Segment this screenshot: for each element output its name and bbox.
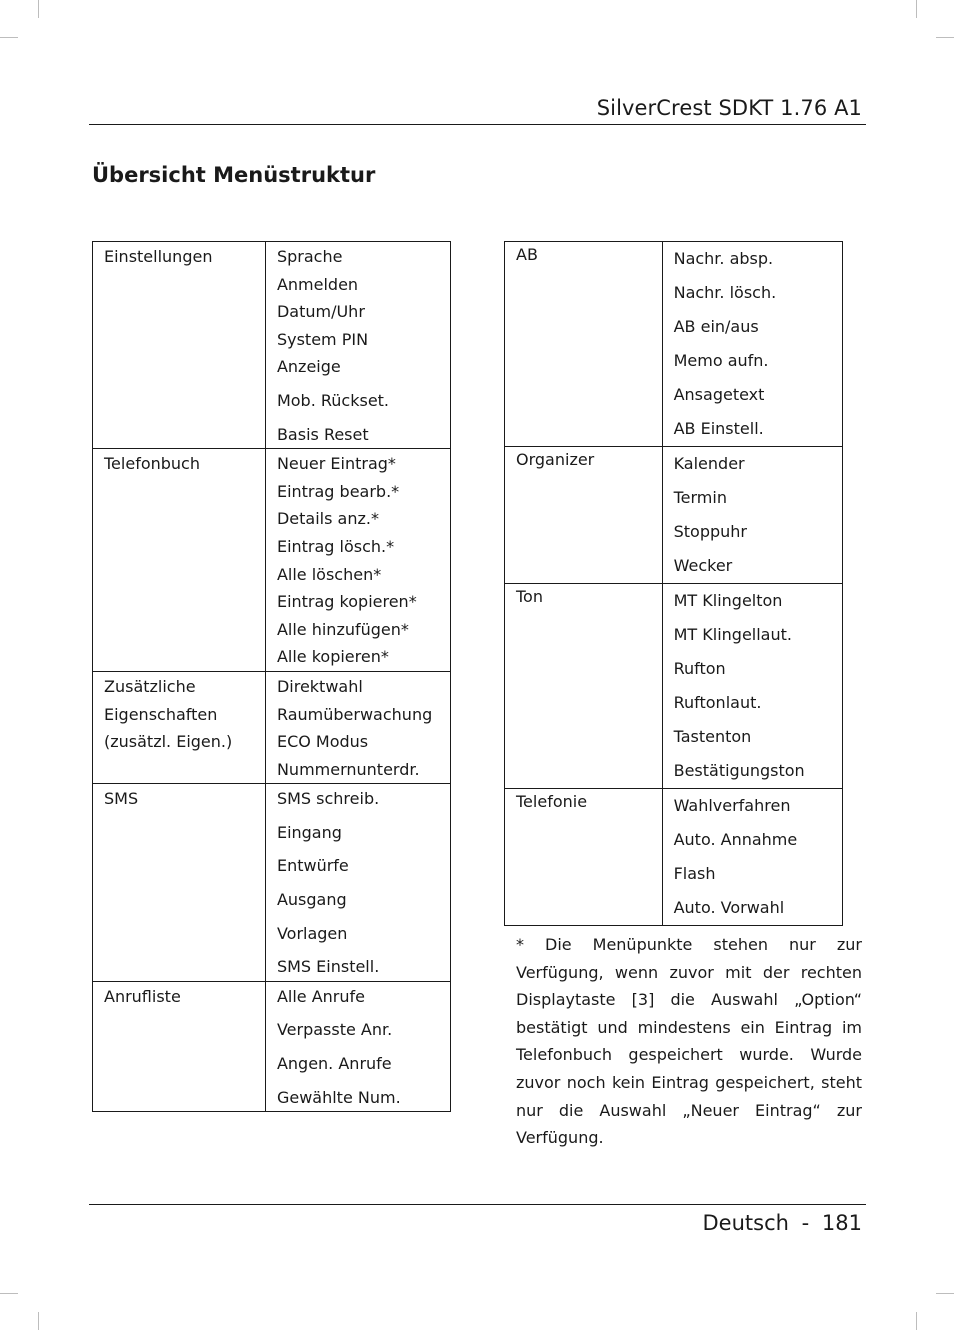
section-title: Übersicht Menüstruktur bbox=[92, 163, 376, 187]
menu-item: Mob. Rückset. bbox=[276, 390, 390, 410]
menu-item: Direktwahl bbox=[276, 676, 363, 696]
menu-category-cell bbox=[505, 789, 663, 926]
menu-item: Flash bbox=[673, 864, 716, 883]
crop-mark bbox=[0, 37, 18, 38]
menu-item: System PIN bbox=[276, 329, 369, 349]
crop-mark bbox=[0, 1293, 18, 1294]
menu-item: Anmelden bbox=[276, 274, 359, 294]
menu-item: Alle kopieren* bbox=[276, 647, 389, 667]
menu-row bbox=[505, 447, 843, 584]
menu-item: Details anz.* bbox=[276, 509, 379, 529]
menu-category-label: Telefonbuch bbox=[104, 454, 200, 474]
menu-items-cell bbox=[265, 671, 450, 783]
crop-mark bbox=[916, 1312, 917, 1330]
menu-item: AB Einstell. bbox=[673, 419, 764, 438]
menu-item: Alle hinzufügen* bbox=[276, 619, 409, 639]
menu-category-label: SMS bbox=[104, 789, 139, 809]
menu-category-label: Zusätzliche bbox=[104, 676, 196, 696]
menu-structure-table-left bbox=[92, 241, 451, 1112]
menu-item: Eintrag kopieren* bbox=[276, 592, 417, 612]
menu-category-cell bbox=[505, 242, 663, 447]
menu-item: Wecker bbox=[673, 556, 733, 575]
menu-item: Anzeige bbox=[276, 357, 341, 377]
menu-item: ECO Modus bbox=[276, 732, 369, 752]
menu-row bbox=[93, 671, 451, 783]
menu-item: Nachr. lösch. bbox=[673, 283, 777, 302]
menu-category-label: Einstellungen bbox=[104, 247, 213, 266]
menu-item: Wahlverfahren bbox=[673, 796, 791, 815]
menu-item: Stoppuhr bbox=[673, 522, 747, 541]
menu-item: Kalender bbox=[673, 454, 745, 473]
menu-items-cell bbox=[662, 242, 842, 447]
menu-items-cell bbox=[265, 449, 450, 672]
menu-item: Basis Reset bbox=[276, 424, 369, 444]
menu-item: MT Klingelton bbox=[673, 591, 783, 610]
crop-mark bbox=[936, 1293, 954, 1294]
menu-item: Bestätigungston bbox=[673, 761, 805, 780]
document-header-title: SilverCrest SDKT 1.76 A1 bbox=[596, 96, 862, 120]
menu-item: Gewählte Num. bbox=[276, 1087, 401, 1107]
menu-row bbox=[93, 784, 451, 982]
menu-category-cell bbox=[505, 584, 663, 789]
menu-row bbox=[93, 242, 451, 449]
footnote: * Die Menüpunkte stehen nur zur Verfügung, wenn zuvor mit der rechten Displaytaste [3] die Auswahl „Option“ bestätigt und mindestens ein Eintrag im Telefonbuch gespeichert wurde. Wurde zuvor noch kein Eintrag gespeichert, steht nur die Auswahl „Neuer Eintrag“ zur Verfügung. bbox=[516, 935, 862, 1148]
menu-row bbox=[93, 449, 451, 672]
header-rule bbox=[89, 124, 866, 125]
menu-item: Ruftonlaut. bbox=[673, 693, 762, 712]
menu-item: SMS schreib. bbox=[276, 789, 380, 809]
menu-item: Alle löschen* bbox=[276, 564, 382, 584]
menu-category-label: Ton bbox=[516, 587, 543, 606]
crop-mark bbox=[38, 1312, 39, 1330]
menu-category-cell bbox=[93, 449, 266, 672]
menu-item: SMS Einstell. bbox=[276, 957, 380, 977]
menu-item: Verpasste Anr. bbox=[276, 1020, 393, 1040]
menu-category-label: Organizer bbox=[516, 450, 595, 469]
menu-category-cell bbox=[93, 242, 266, 449]
menu-row bbox=[505, 789, 843, 926]
crop-mark bbox=[936, 37, 954, 38]
crop-mark bbox=[916, 0, 917, 18]
menu-item: Auto. Vorwahl bbox=[673, 898, 785, 917]
menu-items-cell bbox=[662, 447, 842, 584]
menu-item: Alle Anrufe bbox=[276, 986, 365, 1006]
menu-item: Rufton bbox=[673, 659, 726, 678]
menu-items-cell bbox=[662, 789, 842, 926]
menu-item: Eingang bbox=[276, 822, 342, 842]
menu-category-label: Eigenschaften bbox=[104, 704, 218, 724]
menu-item: Eintrag bearb.* bbox=[276, 481, 400, 501]
menu-item: Raumüberwachung bbox=[276, 704, 433, 724]
page-number: 181 bbox=[821, 1211, 862, 1235]
menu-item: Neuer Eintrag* bbox=[276, 454, 396, 474]
menu-item: Nummernunterdr. bbox=[276, 759, 420, 779]
menu-items-cell bbox=[265, 981, 450, 1111]
menu-items-cell bbox=[265, 242, 450, 449]
menu-item: Ausgang bbox=[276, 890, 347, 910]
menu-item: Eintrag lösch.* bbox=[276, 536, 395, 556]
footer-separator: - bbox=[801, 1211, 810, 1235]
menu-item: Tastenton bbox=[673, 727, 752, 746]
menu-item: MT Klingellaut. bbox=[673, 625, 792, 644]
menu-item: Angen. Anrufe bbox=[276, 1054, 392, 1074]
menu-item: Vorlagen bbox=[276, 923, 348, 943]
menu-row bbox=[93, 981, 451, 1111]
menu-category-cell bbox=[93, 981, 266, 1111]
menu-row bbox=[505, 242, 843, 447]
menu-category-label: AB bbox=[516, 245, 538, 264]
menu-item: Ansagetext bbox=[673, 385, 765, 404]
menu-item: Nachr. absp. bbox=[673, 249, 774, 268]
menu-structure-table-right bbox=[504, 241, 843, 926]
crop-mark bbox=[38, 0, 39, 18]
menu-item: Memo aufn. bbox=[673, 351, 769, 370]
menu-items-cell bbox=[265, 784, 450, 982]
footer-language: Deutsch bbox=[702, 1211, 789, 1235]
page-footer bbox=[703, 1208, 862, 1238]
menu-category-label: (zusätzl. Eigen.) bbox=[104, 732, 233, 752]
menu-item: Entwürfe bbox=[276, 856, 349, 876]
menu-row bbox=[505, 584, 843, 789]
menu-items-cell bbox=[662, 584, 842, 789]
menu-category-label: Anrufliste bbox=[104, 986, 181, 1006]
menu-category-cell bbox=[505, 447, 663, 584]
menu-category-label: Telefonie bbox=[516, 792, 588, 811]
menu-item: Sprache bbox=[276, 247, 343, 266]
menu-item: Auto. Annahme bbox=[673, 830, 798, 849]
menu-item: Datum/Uhr bbox=[276, 302, 365, 322]
menu-category-cell bbox=[93, 671, 266, 783]
menu-category-cell bbox=[93, 784, 266, 982]
footer-rule bbox=[89, 1204, 866, 1205]
menu-item: AB ein/aus bbox=[673, 317, 759, 336]
menu-item: Termin bbox=[673, 488, 727, 507]
